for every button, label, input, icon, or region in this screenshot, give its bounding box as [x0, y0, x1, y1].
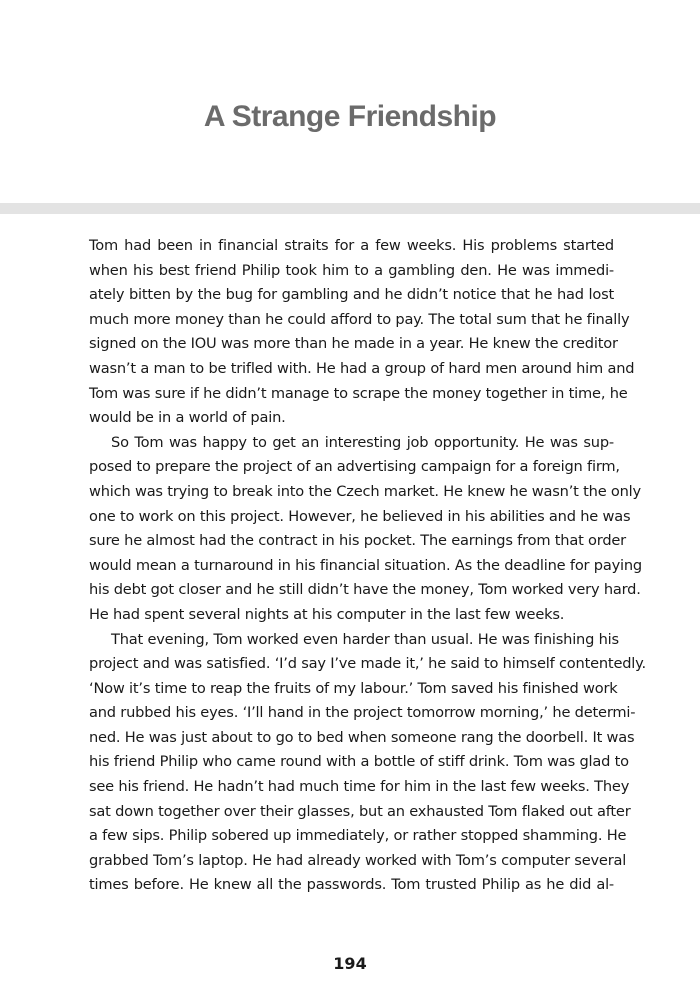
title-divider-band: [0, 203, 700, 214]
text-line: one to work on this project. However, he believed in his abilities and he was: [89, 507, 631, 525]
text-line: wasn’t a man to be trifled with. He had a group of hard men around him and: [89, 359, 635, 377]
text-line: and rubbed his eyes. ‘I’ll hand in the project tomorrow morning,’ he determi-: [89, 704, 636, 722]
page-number: 194: [333, 954, 367, 973]
text-line: his debt got closer and he still didn’t have the money, Tom worked very hard.: [89, 581, 641, 599]
paragraph: [89, 431, 642, 628]
text-line: see his friend. He hadn’t had much time for him in the last few weeks. They: [89, 778, 630, 796]
text-line: Tom was sure if he didn’t manage to scrape the money together in time, he: [89, 384, 628, 402]
text-line: signed on the IOU was more than he made in a year. He knew the creditor: [89, 335, 618, 353]
text-line: posed to prepare the project of an advertising campaign for a foreign firm,: [89, 458, 620, 476]
text-line: a few sips. Philip sobered up immediately, or rather stopped shamming. He: [89, 827, 627, 845]
text-line: his friend Philip who came round with a bottle of stiff drink. Tom was glad to: [89, 753, 629, 771]
paragraph: [89, 628, 646, 899]
text-line: would be in a world of pain.: [89, 409, 286, 427]
text-line: He had spent several nights at his computer in the last few weeks.: [89, 605, 565, 623]
text-line: sat down together over their glasses, but an exhausted Tom flaked out after: [89, 802, 631, 820]
text-line: So Tom was happy to get an interesting job opportunity. He was sup-: [111, 433, 614, 451]
chapter-body: [89, 234, 646, 898]
text-line: when his best friend Philip took him to a gambling den. He was immedi-: [89, 261, 614, 279]
text-line: ately bitten by the bug for gambling and he didn’t notice that he had lost: [89, 286, 614, 304]
text-line: which was trying to break into the Czech market. He knew he wasn’t the only: [89, 482, 641, 500]
text-line: would mean a turnaround in his financial situation. As the deadline for paying: [89, 556, 642, 574]
text-line: That evening, Tom worked even harder than usual. He was finishing his: [111, 630, 619, 648]
paragraph: [89, 234, 635, 431]
chapter-title: A Strange Friendship: [203, 100, 497, 133]
text-line: much more money than he could afford to pay. The total sum that he finally: [89, 310, 630, 328]
text-line: grabbed Tom’s laptop. He had already worked with Tom’s computer several: [89, 851, 627, 869]
text-line: Tom had been in financial straits for a few weeks. His problems started: [89, 237, 614, 254]
text-line: ‘Now it’s time to reap the fruits of my labour.’ Tom saved his finished work: [89, 679, 618, 697]
text-line: sure he almost had the contract in his pocket. The earnings from that order: [89, 532, 626, 550]
text-line: project and was satisfied. ‘I’d say I’ve made it,’ he said to himself contentedly.: [89, 655, 646, 673]
text-line: ned. He was just about to go to bed when someone rang the doorbell. It was: [89, 728, 635, 746]
text-line: times before. He knew all the passwords. Tom trusted Philip as he did al-: [89, 876, 614, 894]
